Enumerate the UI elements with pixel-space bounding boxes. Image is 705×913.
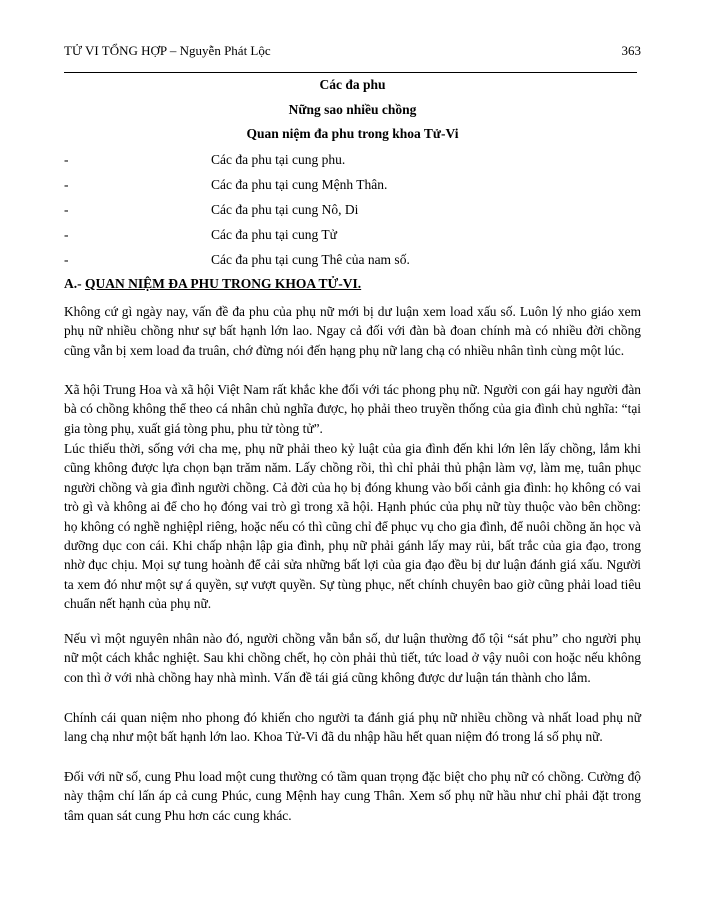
section-prefix: A.-	[64, 276, 85, 291]
section-title: QUAN NIỆM ĐA PHU TRONG KHOA TỬ-VI.	[85, 276, 362, 291]
paragraph: Xã hội Trung Hoa và xã hội Việt Nam rất khắc khe đối với tác phong phụ nữ. Người con gái hay người đàn bà có chồng không thể theo cá nhân chủ nghĩa được, họ phải theo truyền thống của gia đình chủ nghĩa: “tại gia tòng phụ, xuất giá tòng phu, phu tử tòng tử”.	[64, 382, 641, 436]
book-title: TỬ VI TỔNG HỢP – Nguyễn Phát Lộc	[64, 43, 271, 58]
paragraph: Đối với nữ số, cung Phu load một cung thường có tầm quan trọng đặc biệt cho phụ nữ có chồng. Cường độ này thậm chí lấn áp cả cung Phúc, cung Mệnh hay cung Thân. Xem số phụ nữ hầu như chỉ phải đặt trong tâm quan sát cung Phu hơn các cung khác.	[64, 769, 641, 823]
chapter-title: Các đa phu	[319, 77, 386, 92]
bullet-dash: -	[64, 252, 69, 267]
bullet-dash: -	[64, 202, 69, 217]
page-number: 363	[621, 43, 641, 58]
bullet-text: Các đa phu tại cung Mệnh Thân.	[211, 177, 388, 192]
bullet-text: Các đa phu tại cung Nô, Di	[211, 202, 359, 217]
paragraph: Chính cái quan niệm nho phong đó khiến cho người ta đánh giá phụ nữ nhiều chồng và nhất load phụ nữ lang chạ như một bất hạnh lớn lao. Khoa Tử-Vi đã du nhập hầu hết quan niệm đó trong lá số phụ nữ.	[64, 710, 641, 745]
paragraph: Không cứ gì ngày nay, vấn đề đa phu của phụ nữ mới bị dư luận xem load xấu số. Luôn lý nho giáo xem phụ nữ nhiều chồng như sự bất hạnh lớn lao. Ngay cả đối với đàn bà đoan chính mà có nhiều đời chồng cũng vẫn bị xem load đa truân, chớ đừng nói đến hạng phụ nữ lang chạ có nhiều nhân tình cùng một lúc.	[64, 304, 641, 358]
section-heading	[64, 276, 641, 292]
bullet-dash: -	[64, 152, 69, 167]
running-header	[64, 43, 641, 59]
paragraph: Nếu vì một nguyên nhân nào đó, người chồng vẫn bắn số, dư luận thường đổ tội “sát phu” cho người phụ nữ một cách khắc nghiệt. Sau khi chồng chết, họ còn phải thủ tiết, tức load ở vậy nuôi con hoặc nếu không con thì ở với nhà chồng hay nhà mình. Vấn đề tái giá cũng không được dư luận tán thành cho lắm.	[64, 631, 641, 685]
bullet-text: Các đa phu tại cung phu.	[211, 152, 346, 167]
chapter-subtitle: Nững sao nhiều chồng	[288, 102, 417, 117]
header-divider	[64, 72, 637, 73]
chapter-subtitle-2: Quan niệm đa phu trong khoa Tử-Vi	[246, 126, 459, 141]
bullet-dash: -	[64, 177, 69, 192]
paragraph: Lúc thiếu thời, sống với cha mẹ, phụ nữ phải theo kỷ luật của gia đình đến khi lớn lên lấy chồng, lắm khi cũng không được lựa chọn bạn trăm năm. Lấy chồng rồi, thì chỉ phải thủ phận làm vợ, làm mẹ, tuân phục người chồng và gia đình người chồng. Cả đời của họ bị đóng khung vào bối cảnh gia đình: họ không có vai trò gì và không ai để cho họ đóng vai trò gì trong xã hội. Hạnh phúc của phụ nữ tùy thuộc vào bên chồng: họ không có nghề nghiệpl riêng, hoặc nếu có thì cũng chỉ để phục vụ cho gia đình, để nuôi chồng ăn học và dưỡng dục con cái. Khi chấp nhận lập gia đình, phụ nữ phải gánh lấy may rủi, bất trắc của gia đạo, trong nhờ đục chịu. Mọi sự tung hoành để cải sửa những bất lợi của gia đạo đều bị dư luận đánh giá xấu. Người ta xem đó như một sự á quyền, sự vượt quyền. Sự tùng phục, nết chính chuyên bao giờ cũng phải load tiêu chuẩn nết hạnh của phụ nữ.	[64, 441, 641, 612]
bullet-text: Các đa phu tại cung Tử	[211, 227, 337, 242]
bullet-text: Các đa phu tại cung Thê của nam số.	[211, 252, 410, 267]
bullet-dash: -	[64, 227, 69, 242]
